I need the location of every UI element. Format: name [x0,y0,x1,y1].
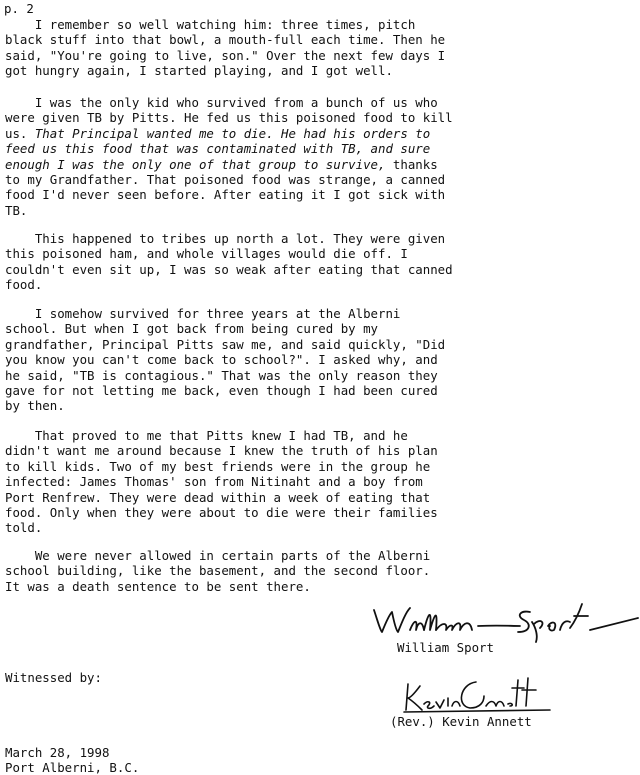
paragraph-line: I remember so well watching him: three times, pitch [5,17,416,32]
paragraph-2 [5,95,637,218]
paragraph-line: It was a death sentence to be sent there. [5,578,311,594]
paragraph-line-italic: feed us this food that was contaminated with TB, and sure [5,141,431,157]
paragraph-6 [5,548,637,594]
paragraph-line: grandfather, Principal Pitts saw me, and said quickly, "Did [5,336,446,352]
kevin-annett-signature [400,676,570,716]
witness-name: (Rev.) Kevin Annett [390,714,532,729]
paragraph-line: school. But when I got back from being cured by my [5,321,378,337]
paragraph-line-italic: us. That Principal wanted me to die. He had his orders to [5,125,431,141]
paragraph-line: didn't want me around because I knew the truth of his plan [5,443,438,459]
page-number: p. 2 [4,1,34,16]
paragraph-line: I was the only kid who survived from a bunch of us who [5,95,438,110]
emphasis-text: That Principal wanted me to die. He had his orders to [34,125,431,141]
paragraph-3 [5,231,637,293]
paragraph-line: gave for not letting me back, even though I had been cured [5,382,438,398]
paragraph-line: Port Renfrew. They were dead within a week of eating that [5,489,431,505]
william-sport-signature [360,600,640,644]
paragraph-line: black stuff into that bowl, a mouth-full each time. Then he [5,32,446,48]
paragraph-line: got hungry again, I started playing, and I got well. [5,63,393,79]
paragraph-line: That proved to me that Pitts knew I had TB, and he [5,428,408,443]
document-place: Port Alberni, B.C. [5,760,140,775]
signer-name: William Sport [397,640,494,655]
paragraph-line-italic: enough I was the only one of that group to survive, thanks [5,156,438,172]
paragraph-line: school building, like the basement, and the second floor. [5,563,431,579]
paragraph-line: We were never allowed in certain parts of the Alberni [5,548,431,563]
paragraph-line: food. [5,277,43,293]
paragraph-4 [5,306,637,414]
paragraph-line: said, "You're going to live, son." Over the next few days I [5,47,446,63]
paragraph-5 [5,428,637,536]
paragraph-line: I somehow survived for three years at the Alberni [5,306,401,321]
paragraph-line: to kill kids. Two of my best friends were in the group he [5,458,431,474]
paragraph-line: were given TB by Pitts. He fed us this poisoned food to kill [5,110,453,126]
paragraph-line: food. Only when they were about to die were their families [5,504,438,520]
paragraph-line: he said, "TB is contagious." That was the only reason they [5,367,438,383]
paragraph-line: you know you can't come back to school?". I asked why, and [5,352,438,368]
paragraph-line: This happened to tribes up north a lot. They were given [5,231,446,246]
paragraph-line: told. [5,520,43,536]
document-date: March 28, 1998 [5,745,110,760]
emphasis-text: enough I was the only one of that group to survive, [5,156,386,172]
paragraph-line: couldn't even sit up, I was so weak after eating that canned [5,261,453,277]
paragraph-line: food I'd never seen before. After eating it I got sick with [5,187,446,203]
paragraph-line: this poisoned ham, and whole villages would die off. I [5,246,408,262]
paragraph-line: TB. [5,202,28,218]
paragraph-line: infected: James Thomas' son from Nitinaht and a boy from [5,474,423,490]
paragraph-line: to my Grandfather. That poisoned food was strange, a canned [5,171,446,187]
paragraph-line: by then. [5,398,65,414]
paragraph-1 [5,17,637,79]
witnessed-label: Witnessed by: [5,670,102,685]
